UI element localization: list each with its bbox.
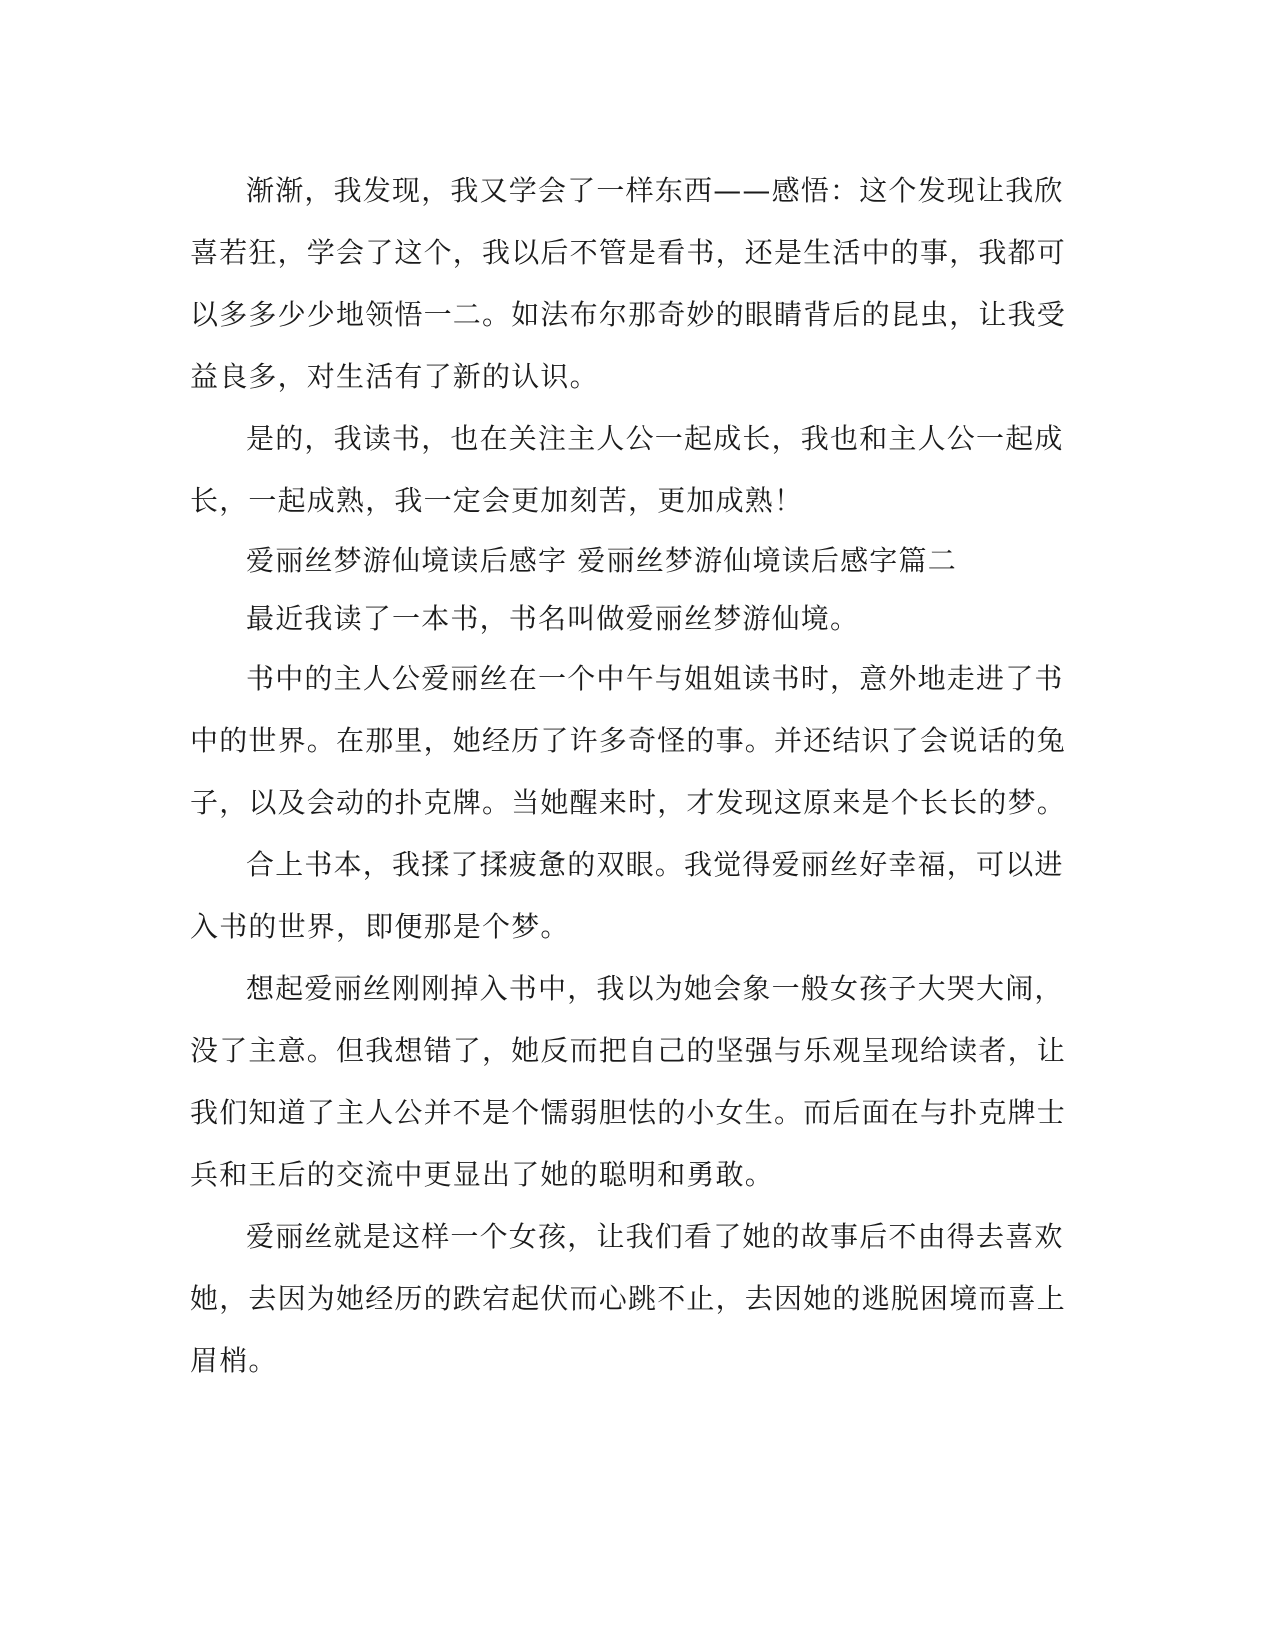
- paragraph-line: 渐渐，我发现，我又学会了一样东西——感悟：这个发现让我欣: [246, 174, 1064, 207]
- paragraph-line: 入书的世界，即便那是个梦。: [190, 910, 570, 943]
- paragraph-line: 想起爱丽丝刚刚掉入书中，我以为她会象一般女孩子大哭大闹，: [246, 972, 1064, 1005]
- paragraph-line: 长，一起成熟，我一定会更加刻苦，更加成熟！: [190, 484, 804, 517]
- paragraph-7: [190, 1206, 1085, 1392]
- paragraph-line: 益良多，对生活有了新的认识。: [190, 360, 599, 393]
- document-body: [190, 160, 1085, 1392]
- paragraph-line: 中的世界。在那里，她经历了许多奇怪的事。并还结识了会说话的兔: [190, 724, 1067, 757]
- paragraph-line: 喜若狂，学会了这个，我以后不管是看书，还是生活中的事，我都可: [190, 236, 1067, 269]
- paragraph-line: 最近我读了一本书，书名叫做爱丽丝梦游仙境。: [246, 602, 860, 635]
- paragraph-line: 她，去因为她经历的跌宕起伏而心跳不止，去因她的逃脱困境而喜上: [190, 1282, 1067, 1315]
- paragraph-line: 眉梢。: [190, 1344, 278, 1377]
- paragraph-5: [190, 834, 1085, 958]
- paragraph-2: [190, 408, 1085, 532]
- paragraph-line: 我们知道了主人公并不是个懦弱胆怯的小女生。而后面在与扑克牌士: [190, 1096, 1067, 1129]
- paragraph-line: 兵和王后的交流中更显出了她的聪明和勇敢。: [190, 1158, 775, 1191]
- paragraph-1: [190, 160, 1085, 408]
- paragraph-line: 爱丽丝梦游仙境读后感字 爱丽丝梦游仙境读后感字篇二: [246, 544, 957, 577]
- paragraph-line: 以多多少少地领悟一二。如法布尔那奇妙的眼睛背后的昆虫，让我受: [190, 298, 1067, 331]
- paragraph-line: 子，以及会动的扑克牌。当她醒来时，才发现这原来是个长长的梦。: [190, 786, 1067, 819]
- paragraph-line: 书中的主人公爱丽丝在一个中午与姐姐读书时，意外地走进了书: [246, 662, 1064, 695]
- section-heading: [190, 532, 1085, 590]
- paragraph-line: 是的，我读书，也在关注主人公一起成长，我也和主人公一起成: [246, 422, 1064, 455]
- paragraph-line: 没了主意。但我想错了，她反而把自己的坚强与乐观呈现给读者，让: [190, 1034, 1067, 1067]
- paragraph-line: 爱丽丝就是这样一个女孩，让我们看了她的故事后不由得去喜欢: [246, 1220, 1064, 1253]
- paragraph-line: 合上书本，我揉了揉疲惫的双眼。我觉得爱丽丝好幸福，可以进: [246, 848, 1064, 881]
- paragraph-4: [190, 648, 1085, 834]
- paragraph-3: [190, 590, 1085, 648]
- paragraph-6: [190, 958, 1085, 1206]
